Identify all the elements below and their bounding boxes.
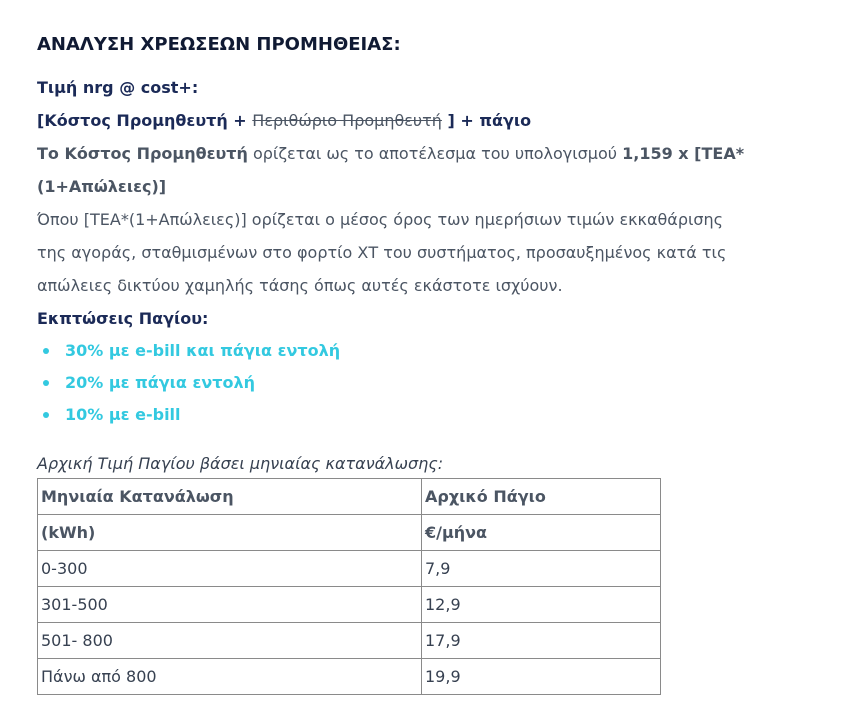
pricing-formula (37, 104, 744, 137)
description-para-line-2: της αγοράς, σταθμισμένων στο φορτίο ΧΤ του συστήματος, προσαυξημένος κατά τις (37, 243, 727, 262)
table-cell: 19,9 (422, 659, 661, 695)
table-header-cell: €/μήνα (422, 515, 661, 551)
table-caption: Αρχική Τιμή Παγίου βάσει μηνιαίας κατανάλωσης: (37, 454, 444, 473)
list-item: 30% με e-bill και πάγια εντολή (65, 335, 744, 367)
table-row (38, 587, 661, 623)
description-lead: Το Κόστος Προμηθευτή (37, 144, 248, 163)
description-para-line-3: απώλειες δικτύου χαμηλής τάσης όπως αυτές εκάστοτε ισχύουν. (37, 276, 563, 295)
table-header-cell: Αρχικό Πάγιο (422, 479, 661, 515)
table-header-row (38, 515, 661, 551)
table-header-row (38, 479, 661, 515)
table-header-cell: Μηνιαία Κατανάλωση (38, 479, 422, 515)
fee-table (37, 478, 661, 695)
description-para-line-1: Όπου [ΤΕΑ*(1+Απώλειες)] ορίζεται ο μέσος όρος των ημερήσιων τιμών εκκαθάρισης (37, 210, 724, 229)
pricing-label: Τιμή nrg @ cost+: (37, 78, 199, 97)
formula-close: ] + πάγιο (441, 111, 532, 130)
pricing-section (37, 71, 744, 431)
discounts-heading: Εκπτώσεις Παγίου: (37, 309, 209, 328)
description-formula-2: (1+Απώλειες)] (37, 177, 167, 196)
formula-struck-text: Περιθώριο Προμηθευτή (252, 111, 442, 130)
table-row (38, 659, 661, 695)
discounts-list (37, 335, 744, 431)
table-cell: 0-300 (38, 551, 422, 587)
table-row (38, 551, 661, 587)
table-cell: 7,9 (422, 551, 661, 587)
table-header-cell: (kWh) (38, 515, 422, 551)
list-item: 20% με πάγια εντολή (65, 367, 744, 399)
table-row (38, 623, 661, 659)
table-cell: 301-500 (38, 587, 422, 623)
table-cell: 501- 800 (38, 623, 422, 659)
list-item: 10% με e-bill (65, 399, 744, 431)
table-cell: 17,9 (422, 623, 661, 659)
page-title: ΑΝΑΛΥΣΗ ΧΡΕΩΣΕΩΝ ΠΡΟΜΗΘΕΙΑΣ: (37, 34, 401, 55)
formula-open: [Κόστος Προμηθευτή + (37, 111, 253, 130)
table-cell: Πάνω από 800 (38, 659, 422, 695)
description-middle: ορίζεται ως το αποτέλεσμα του υπολογισμού (247, 144, 623, 163)
table-cell: 12,9 (422, 587, 661, 623)
description-formula-1: 1,159 x [ΤΕΑ* (622, 144, 745, 163)
description-line-1 (37, 137, 744, 170)
